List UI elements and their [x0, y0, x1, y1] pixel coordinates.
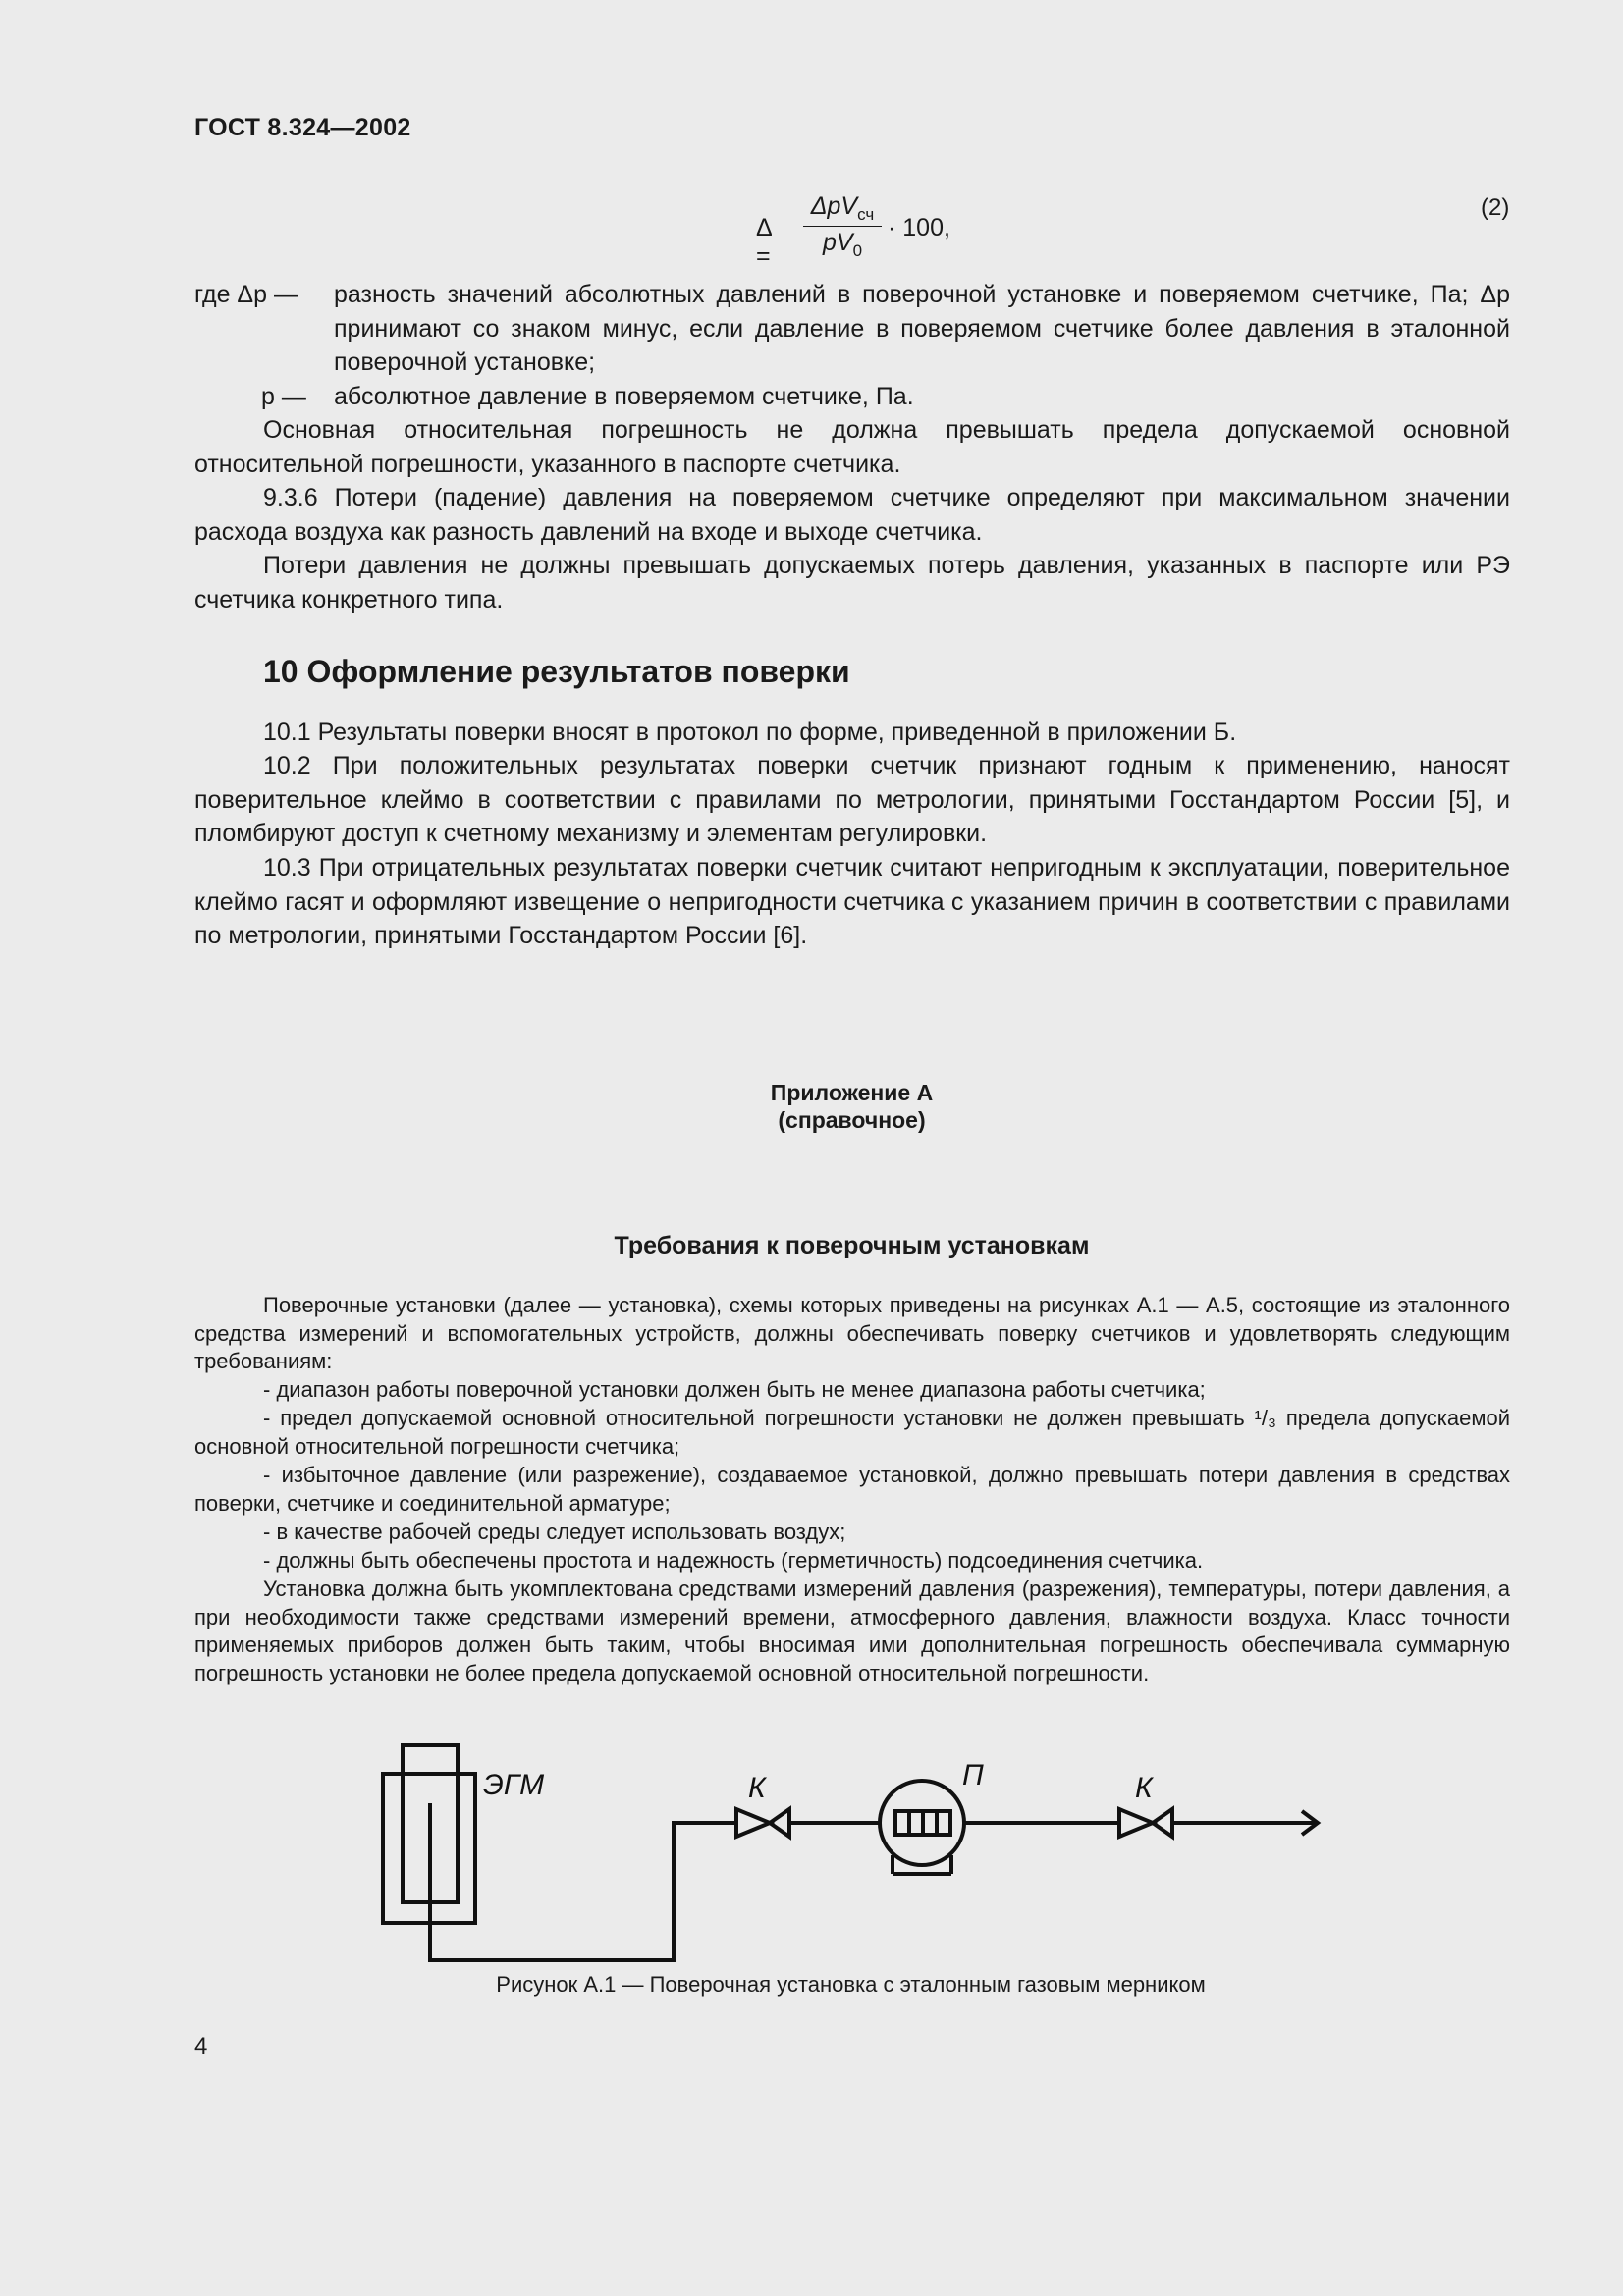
- paragraph: Потери давления не должны превышать допускаемых потерь давления, указанных в паспорте или РЭ счетчика конкретного типа.: [194, 552, 1510, 614]
- appendix-intro: Поверочные установки (далее — установка), схемы которых приведены на рисунках А.1 — А.5, состоящие из эталонного средства измерений и вспомогательных устройств, должны обеспечивать поверку счетчиков и удовлетворять следующим требованиям:: [194, 1293, 1510, 1374]
- valve-k1-left: [736, 1809, 770, 1837]
- definition-text: абсолютное давление в поверяемом счетчике, Па.: [334, 382, 914, 410]
- appendix-closing: Установка должна быть укомплектована средствами измерений давления (разрежения), температуры, потери давления, а при необходимости также средствами измерений времени, атмосферного давления, влажности воздуха. Класс точности применяемых приборов должен быть таким, чтобы вносимая ими дополнительная погрешность обеспечивала суммарную погрешность установки не более предела допускаемой основной относительной погрешности.: [194, 1576, 1510, 1685]
- label-k1: К: [748, 1772, 766, 1804]
- requirement-item: - избыточное давление (или разрежение), создаваемое установкой, должно превышать потери давления в средствах поверки, счетчике и соединительной арматуре;: [194, 1463, 1510, 1516]
- definitions-list: [194, 278, 1510, 413]
- valve-k1-right: [770, 1809, 789, 1837]
- definition-term: где Δp —: [194, 281, 298, 308]
- formula-lhs: Δ =: [756, 214, 772, 270]
- definition-text: разность значений абсолютных давлений в поверочной установке и поверяемом счетчике, Па; Δp принимают со знаком минус, если давление в поверяемом счетчике более давления в эталонной поверочной установке;: [334, 281, 1510, 376]
- page-number: 4: [194, 2033, 208, 2059]
- label-p: П: [962, 1759, 984, 1791]
- paragraph: 10.1 Результаты поверки вносят в протокол по форме, приведенной в приложении Б.: [263, 719, 1237, 746]
- appendix-title: Приложение А: [770, 1080, 934, 1105]
- requirement-item: - должны быть обеспечены простота и надежность (герметичность) подсоединения счетчика.: [263, 1548, 1204, 1573]
- requirement-item: - диапазон работы поверочной установки должен быть не менее диапазона работы счетчика;: [263, 1377, 1206, 1402]
- definition-p: [194, 380, 1510, 414]
- document-header: ГОСТ 8.324—2002: [194, 114, 411, 141]
- section-title: 10 Оформление результатов поверки: [263, 654, 850, 689]
- valve-k2-left: [1119, 1809, 1153, 1837]
- figure-caption: Рисунок А.1 — Поверочная установка с эталонным газовым мерником: [496, 1972, 1206, 1997]
- formula-denominator: $pV_0$: [822, 229, 863, 260]
- requirement-item: - в качестве рабочей среды следует использовать воздух;: [263, 1520, 846, 1544]
- equation-number: (2): [1481, 194, 1510, 221]
- paragraph: 10.2 При положительных результатах поверки счетчик признают годным к применению, наносят поверительное клеймо в соответствии с правилами по метрологии, принятыми Госстандартом России [5], и пломбируют доступ к счетному механизму и элементам регулировки.: [194, 752, 1510, 847]
- formula-fraction: [803, 192, 882, 261]
- label-k2: К: [1135, 1772, 1153, 1804]
- valve-k2-right: [1153, 1809, 1172, 1837]
- formula-numerator: ΔpV$_{сч}$: [810, 192, 875, 224]
- appendix-heading: Требования к поверочным установкам: [614, 1232, 1090, 1259]
- fraction-bar: [803, 226, 882, 227]
- figure-a1-diagram: [373, 1733, 1335, 1968]
- definition-delta-p: [194, 278, 1510, 380]
- appendix-subtitle: (справочное): [778, 1107, 926, 1133]
- definition-term: p —: [261, 382, 306, 410]
- figure-a1: [373, 1733, 1335, 1968]
- formula-rest: · 100,: [888, 214, 950, 241]
- label-egm: ЭГМ: [483, 1769, 545, 1801]
- requirement-item: - предел допускаемой основной относительной погрешности установки не должен превышать ¹/₃ предела допускаемой основной относительной погрешности счетчика;: [194, 1406, 1510, 1459]
- paragraph: 9.3.6 Потери (падение) давления на поверяемом счетчике определяют при максимальном значении расхода воздуха как разность давлений на входе и выходе счетчика.: [194, 484, 1510, 546]
- paragraph: Основная относительная погрешность не должна превышать предела допускаемой основной относительной погрешности, указанного в паспорте счетчика.: [194, 416, 1510, 478]
- paragraph: 10.3 При отрицательных результатах поверки счетчик считают непригодным к эксплуатации, поверительное клеймо гасят и оформляют извещение о непригодности счетчика с указанием причин в соответствии с правилами по метрологии, принятыми Госстандартом России [6].: [194, 854, 1510, 949]
